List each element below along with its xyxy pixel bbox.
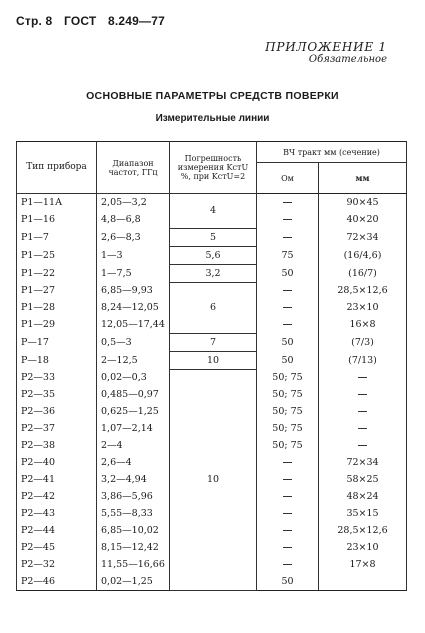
cell-impedance-ohm: 50; 75	[257, 386, 319, 403]
cell-frequency-range: 0,02—1,25	[97, 573, 170, 591]
cell-device-type: P2—44	[17, 522, 97, 539]
gost-number: 8.249—77	[108, 14, 165, 28]
dash-mark	[358, 445, 367, 446]
table-row	[17, 369, 407, 386]
cell-impedance-ohm: 50	[257, 573, 319, 591]
cell-section-mm: (7/3)	[319, 333, 407, 351]
dash-mark	[358, 377, 367, 378]
cell-impedance-ohm	[257, 505, 319, 522]
cell-device-type: P1—29	[17, 316, 97, 333]
cell-frequency-range: 0,485—0,97	[97, 386, 170, 403]
cell-device-type: P1—25	[17, 246, 97, 264]
dash-mark	[283, 219, 292, 220]
cell-device-type: P2—35	[17, 386, 97, 403]
cell-device-type: P1—7	[17, 228, 97, 246]
table-row	[17, 282, 407, 299]
cell-measurement-error: 3,2	[170, 264, 257, 282]
dash-mark	[358, 428, 367, 429]
cell-device-type: P2—41	[17, 471, 97, 488]
cell-section-mm: 35×15	[319, 505, 407, 522]
cell-impedance-ohm: 50	[257, 333, 319, 351]
table-row	[17, 228, 407, 246]
cell-section-mm: 28,5×12,6	[319, 282, 407, 299]
cell-device-type: P2—33	[17, 369, 97, 386]
cell-measurement-error: 10	[170, 351, 257, 369]
cell-impedance-ohm	[257, 522, 319, 539]
document-title: ОСНОВНЫЕ ПАРАМЕТРЫ СРЕДСТВ ПОВЕРКИ	[86, 90, 339, 102]
dash-mark	[283, 564, 292, 565]
dash-mark	[283, 324, 292, 325]
table-row	[17, 333, 407, 351]
cell-section-mm: 72×34	[319, 454, 407, 471]
cell-impedance-ohm	[257, 471, 319, 488]
header-mm: мм	[319, 163, 407, 194]
cell-frequency-range: 4,8—6,8	[97, 211, 170, 228]
cell-frequency-range: 2,6—4	[97, 454, 170, 471]
cell-frequency-range: 2—4	[97, 437, 170, 454]
cell-frequency-range: 2,6—8,3	[97, 228, 170, 246]
cell-device-type: P1—11А	[17, 194, 97, 212]
cell-measurement-error: 5	[170, 228, 257, 246]
cell-impedance-ohm	[257, 211, 319, 228]
cell-impedance-ohm: 75	[257, 246, 319, 264]
cell-device-type: P2—45	[17, 539, 97, 556]
table-row	[17, 194, 407, 212]
cell-impedance-ohm	[257, 282, 319, 299]
dash-mark	[283, 462, 292, 463]
cell-measurement-error: 6	[170, 282, 257, 333]
cell-impedance-ohm: 50	[257, 351, 319, 369]
cell-frequency-range: 1,07—2,14	[97, 420, 170, 437]
cell-frequency-range: 6,85—10,02	[97, 522, 170, 539]
dash-mark	[283, 496, 292, 497]
cell-section-mm	[319, 369, 407, 386]
cell-frequency-range: 0,5—3	[97, 333, 170, 351]
cell-frequency-range: 3,2—4,94	[97, 471, 170, 488]
cell-section-mm: (16/7)	[319, 264, 407, 282]
cell-impedance-ohm: 50; 75	[257, 369, 319, 386]
dash-mark	[283, 307, 292, 308]
table-subtitle: Измерительные линии	[155, 113, 270, 124]
appendix-block	[265, 40, 387, 65]
cell-frequency-range: 2—12,5	[97, 351, 170, 369]
cell-frequency-range: 12,05—17,44	[97, 316, 170, 333]
cell-section-mm: (7/13)	[319, 351, 407, 369]
cell-impedance-ohm: 50; 75	[257, 403, 319, 420]
header-type: Тип прибора	[17, 142, 97, 194]
cell-frequency-range: 1—7,5	[97, 264, 170, 282]
cell-frequency-range: 8,15—12,42	[97, 539, 170, 556]
gost-label: ГОСТ	[63, 14, 97, 28]
cell-device-type: P2—46	[17, 573, 97, 591]
dash-mark	[283, 479, 292, 480]
cell-impedance-ohm	[257, 228, 319, 246]
cell-section-mm	[319, 420, 407, 437]
cell-impedance-ohm	[257, 194, 319, 212]
table-row	[17, 264, 407, 282]
cell-device-type: P1—27	[17, 282, 97, 299]
cell-section-mm: 23×10	[319, 539, 407, 556]
cell-device-type: P—18	[17, 351, 97, 369]
cell-device-type: P2—40	[17, 454, 97, 471]
header-error: Погрешность измерения KстU %, при KстU=2	[170, 142, 257, 194]
dash-mark	[283, 290, 292, 291]
cell-section-mm: 40×20	[319, 211, 407, 228]
header-vch: ВЧ тракт мм (сечение)	[257, 142, 407, 163]
cell-section-mm: 90×45	[319, 194, 407, 212]
dash-mark	[358, 394, 367, 395]
cell-frequency-range: 11,55—16,66	[97, 556, 170, 573]
appendix-title: ПРИЛОЖЕНИЕ 1	[265, 40, 387, 54]
cell-device-type: P2—37	[17, 420, 97, 437]
cell-section-mm: 17×8	[319, 556, 407, 573]
dash-mark	[283, 513, 292, 514]
cell-device-type: P2—42	[17, 488, 97, 505]
table-row	[17, 246, 407, 264]
dash-mark	[283, 530, 292, 531]
cell-impedance-ohm	[257, 316, 319, 333]
page-number: Стр. 8	[16, 14, 53, 28]
cell-impedance-ohm: 50	[257, 264, 319, 282]
header-ohm: Ом	[257, 163, 319, 194]
cell-impedance-ohm: 50; 75	[257, 420, 319, 437]
cell-frequency-range: 2,05—3,2	[97, 194, 170, 212]
cell-impedance-ohm	[257, 488, 319, 505]
appendix-note: Обязательное	[308, 54, 387, 65]
cell-device-type: P2—32	[17, 556, 97, 573]
cell-section-mm: 16×8	[319, 316, 407, 333]
cell-device-type: P1—28	[17, 299, 97, 316]
cell-frequency-range: 0,625—1,25	[97, 403, 170, 420]
cell-section-mm: 23×10	[319, 299, 407, 316]
cell-device-type: P1—16	[17, 211, 97, 228]
cell-impedance-ohm	[257, 299, 319, 316]
page-header	[16, 14, 173, 28]
cell-impedance-ohm: 50; 75	[257, 437, 319, 454]
cell-frequency-range: 6,85—9,93	[97, 282, 170, 299]
cell-device-type: P2—43	[17, 505, 97, 522]
cell-impedance-ohm	[257, 454, 319, 471]
cell-impedance-ohm	[257, 539, 319, 556]
cell-frequency-range: 3,86—5,96	[97, 488, 170, 505]
cell-measurement-error: 10	[170, 369, 257, 591]
cell-frequency-range: 5,55—8,33	[97, 505, 170, 522]
cell-section-mm: 72×34	[319, 228, 407, 246]
cell-section-mm: 28,5×12,6	[319, 522, 407, 539]
cell-impedance-ohm	[257, 556, 319, 573]
cell-frequency-range: 8,24—12,05	[97, 299, 170, 316]
cell-section-mm: 58×25	[319, 471, 407, 488]
cell-section-mm	[319, 573, 407, 591]
cell-section-mm	[319, 437, 407, 454]
cell-device-type: P—17	[17, 333, 97, 351]
cell-section-mm: 48×24	[319, 488, 407, 505]
dash-mark	[358, 411, 367, 412]
cell-section-mm	[319, 386, 407, 403]
cell-frequency-range: 1—3	[97, 246, 170, 264]
cell-measurement-error: 4	[170, 194, 257, 229]
cell-device-type: P2—36	[17, 403, 97, 420]
table-body	[17, 194, 407, 591]
header-range: Диапазон частот, ГГц	[97, 142, 170, 194]
dash-mark	[283, 202, 292, 203]
cell-device-type: P1—22	[17, 264, 97, 282]
cell-section-mm	[319, 403, 407, 420]
dash-mark	[283, 547, 292, 548]
cell-section-mm: (16/4,6)	[319, 246, 407, 264]
table-row	[17, 351, 407, 369]
cell-measurement-error: 5,6	[170, 246, 257, 264]
cell-device-type: P2—38	[17, 437, 97, 454]
cell-frequency-range: 0,02—0,3	[97, 369, 170, 386]
parameters-table	[16, 141, 407, 591]
cell-measurement-error: 7	[170, 333, 257, 351]
dash-mark	[283, 237, 292, 238]
